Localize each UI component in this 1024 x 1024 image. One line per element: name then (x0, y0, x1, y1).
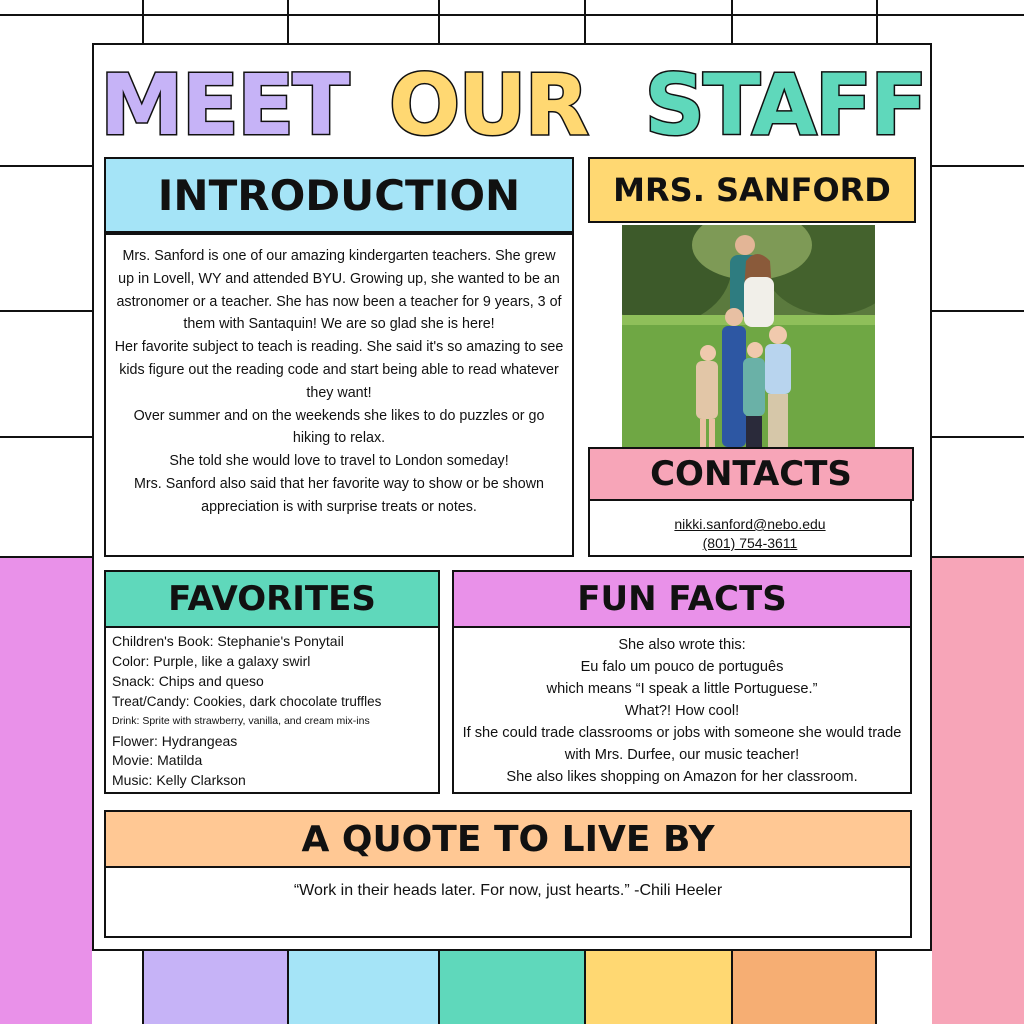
grid-line (932, 165, 1024, 167)
fun-facts-heading-text: FUN FACTS (577, 579, 787, 619)
fun-fact-line: She also likes shopping on Amazon for her classroom. (506, 769, 858, 785)
teacher-name-heading (588, 157, 916, 223)
contacts-panel (588, 499, 912, 557)
favorite-item: Snack: Chips and queso (112, 672, 264, 689)
grid-line (932, 436, 1024, 438)
contacts-text (590, 501, 910, 553)
color-strip-purple (142, 950, 288, 1024)
color-strip-yellow (584, 950, 732, 1024)
introduction-paragraph: Mrs. Sanford is one of our amazing kindergarten teachers. She grew up in Lovell, WY and attended BYU. Growing up, she wanted to be an astronomer or a teacher. She has now been a teacher for 9 years, 3 of them with Santaquin! We are so glad she is here! (116, 248, 562, 333)
favorites-list (106, 628, 438, 791)
introduction-heading (104, 157, 574, 233)
page-title (100, 55, 926, 155)
color-strip-teal (438, 950, 585, 1024)
introduction-heading-text: INTRODUCTION (157, 170, 521, 220)
grid-line (0, 310, 92, 312)
fun-fact-line: which means “I speak a little Portuguese.” (546, 681, 818, 697)
grid-line (0, 436, 92, 438)
right-color-block (932, 556, 1024, 1024)
favorites-heading (104, 570, 440, 628)
favorite-item: Children's Book: Stephanie's Ponytail (112, 633, 344, 649)
color-strip-sky (287, 950, 439, 1024)
grid-line (932, 310, 1024, 312)
staff-card (92, 43, 932, 951)
title-word-meet: MEET (100, 56, 348, 154)
favorite-item: Movie: Matilda (112, 752, 203, 769)
grid-line (876, 0, 878, 44)
introduction-paragraph: Mrs. Sanford also said that her favorite way to show or be shown appreciation is with surprise treats or notes. (133, 475, 545, 515)
introduction-panel (104, 233, 574, 557)
fun-fact-line: Eu falo um pouco de português (580, 659, 784, 675)
grid-line (142, 0, 144, 44)
contacts-heading (588, 447, 914, 501)
grid-line (438, 0, 440, 44)
email-link[interactable]: nikki.sanford@nebo.edu (674, 516, 826, 532)
favorites-heading-text: FAVORITES (168, 579, 376, 619)
fun-fact-line: What?! How cool! (624, 703, 740, 719)
phone-link[interactable]: (801) 754-3611 (702, 535, 798, 551)
left-color-block (0, 556, 92, 1024)
introduction-paragraph: Over summer and on the weekends she likes to do puzzles or go hiking to relax. (133, 407, 545, 447)
favorite-item: Flower: Hydrangeas (112, 732, 238, 749)
fun-fact-line: If she could trade classrooms or jobs with someone she would trade with Mrs. Durfee, our music teacher! (462, 725, 902, 763)
favorite-item: Color: Purple, like a galaxy swirl (112, 652, 311, 669)
favorite-item: Music: Kelly Clarkson (112, 772, 246, 789)
fun-fact-line: She also wrote this: (618, 637, 746, 653)
favorite-item: Drink: Sprite with strawberry, vanilla, and cream mix-ins (112, 714, 370, 727)
introduction-paragraph: Her favorite subject to teach is reading. She said it's so amazing to see kids figure out the reading code and start being able to read whatever they want! (114, 339, 564, 401)
favorite-item: Treat/Candy: Cookies, dark chocolate truffles (112, 693, 382, 709)
quote-text: “Work in their heads later. For now, just hearts.” -Chili Heeler (293, 882, 723, 899)
fun-facts-text (454, 628, 910, 788)
quote-heading (104, 810, 912, 868)
title-word-our: OUR (388, 56, 588, 154)
fun-facts-heading (452, 570, 912, 628)
grid-line (287, 0, 289, 44)
title-word-staff: STAFF (644, 56, 926, 154)
grid-line (0, 14, 1024, 16)
fun-facts-panel (452, 626, 912, 794)
quote-heading-text: A QUOTE TO LIVE BY (301, 818, 715, 860)
grid-line (731, 0, 733, 44)
introduction-text (106, 235, 572, 519)
grid-line (0, 165, 92, 167)
introduction-paragraph: She told she would love to travel to London someday! (169, 453, 509, 470)
quote-panel (104, 866, 912, 938)
contacts-heading-text: CONTACTS (650, 454, 852, 494)
family-photo (622, 225, 875, 447)
favorites-panel (104, 626, 440, 794)
grid-line (584, 0, 586, 44)
family-photo-image (622, 225, 875, 447)
teacher-name: MRS. SANFORD (613, 171, 891, 209)
color-strip-orange (731, 950, 877, 1024)
